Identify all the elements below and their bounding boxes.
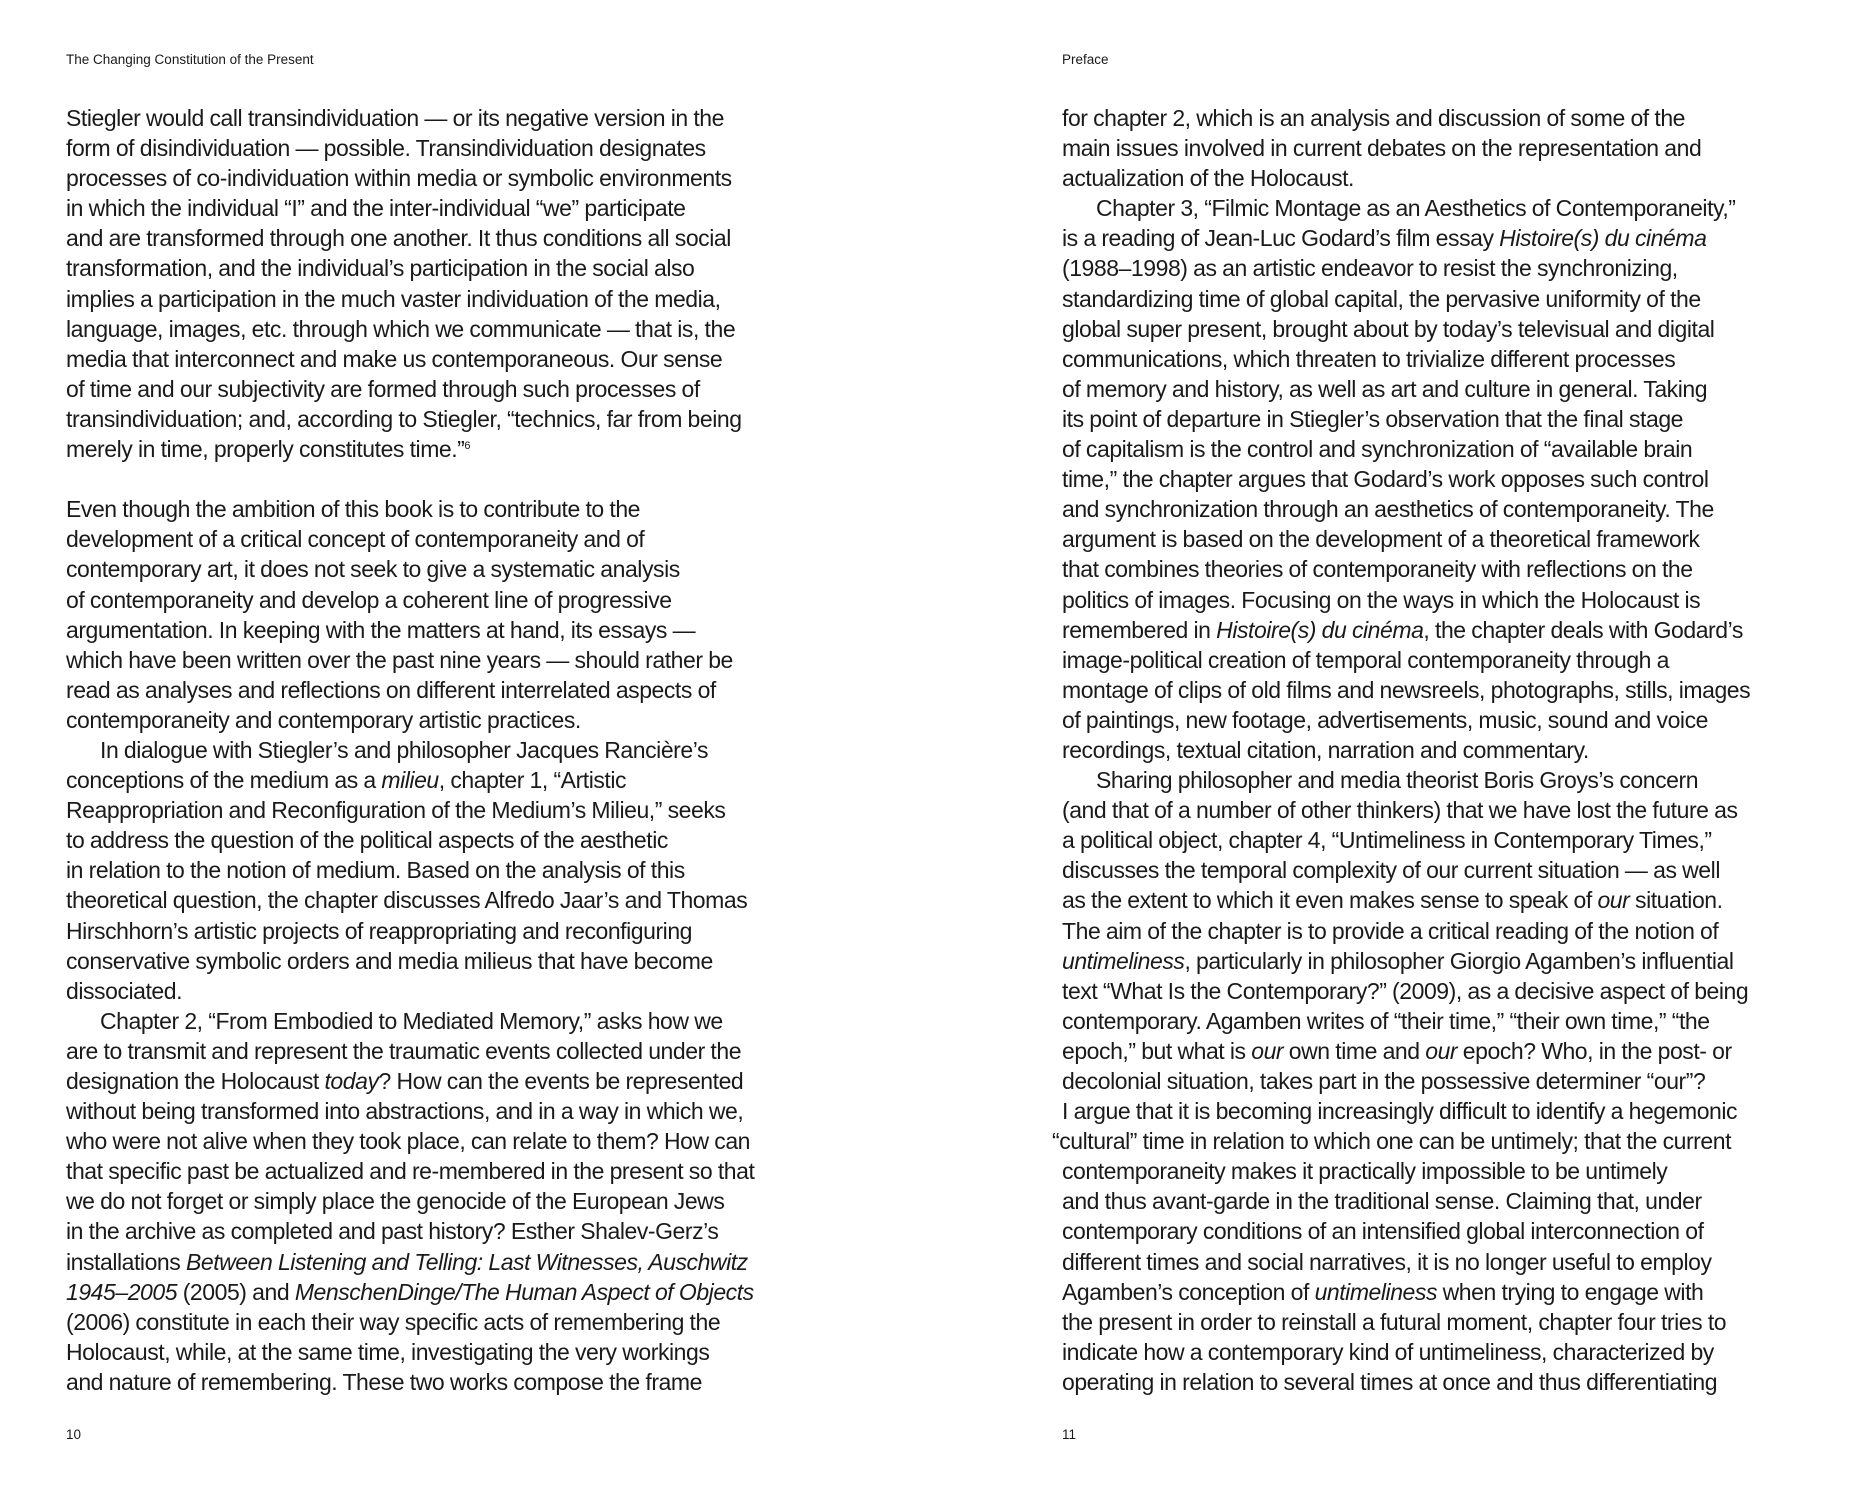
italic-text: Histoire(s) du cinéma: [1216, 616, 1424, 643]
line-text: processes of co-individuation within media or symbolic environments: [66, 165, 732, 192]
text-line: [1062, 374, 1852, 404]
line-text: transformation, and the individual’s participation in the social also: [66, 255, 695, 282]
line-text: situation.: [1629, 887, 1723, 914]
line-text: (and that of a number of other thinkers) that we have lost the future as: [1062, 797, 1738, 824]
italic-text: MenschenDinge/The Human Aspect of Objects: [294, 1278, 754, 1305]
text-line: [66, 1066, 826, 1096]
line-text: language, images, etc. through which we communicate — that is, the: [66, 315, 736, 342]
line-text: decolonial situation, takes part in the possessive determiner “our”?: [1062, 1068, 1706, 1094]
italic-text: our: [1597, 887, 1630, 914]
line-text: Chapter 2, “From Embodied to Mediated Memory,” asks how we: [100, 1007, 723, 1034]
text-line: [66, 1156, 826, 1186]
text-line: [1062, 554, 1852, 584]
text-line: [1062, 103, 1852, 133]
line-text: in the archive as completed and past history? Esther Shalev-Gerz’s: [66, 1218, 719, 1245]
line-text: for chapter 2, which is an analysis and discussion of some of the: [1062, 105, 1685, 131]
line-text: “cultural” time in relation to which one can be untimely; that the current: [1052, 1128, 1732, 1155]
line-text: as the extent to which it even makes sense to speak of: [1062, 887, 1598, 914]
text-line: [1062, 855, 1852, 885]
running-head: Preface: [1062, 52, 1109, 67]
text-line: [66, 284, 826, 314]
text-line: [1062, 1247, 1852, 1277]
text-line: [1062, 1006, 1852, 1036]
text-line: [1062, 765, 1852, 795]
line-text: recordings, textual citation, narration and commentary.: [1062, 736, 1589, 763]
line-text: politics of images. Focusing on the ways in which the Holocaust is: [1062, 586, 1701, 613]
text-line: [66, 1367, 826, 1397]
text-line: [66, 1126, 826, 1156]
text-line: [66, 374, 826, 404]
line-text: text “What Is the Contemporary?” (2009), as a decisive aspect of being: [1062, 977, 1749, 1004]
text-line: [1062, 434, 1852, 464]
italic-text: today: [324, 1068, 379, 1094]
line-text: when trying to engage with: [1437, 1278, 1704, 1305]
italic-text: untimeliness: [1062, 947, 1185, 974]
line-text: of memory and history, as well as art and culture in general. Taking: [1062, 375, 1708, 402]
right-page: [926, 0, 1852, 1500]
text-line: [1062, 615, 1852, 645]
line-text: own time and: [1283, 1037, 1426, 1064]
line-text: form of disindividuation — possible. Transindividuation designates: [66, 135, 706, 162]
line-text: (1988–1998) as an artistic endeavor to resist the synchronizing,: [1062, 255, 1678, 282]
text-line: [66, 163, 826, 193]
text-line: [1062, 253, 1852, 283]
text-line: [1062, 1096, 1852, 1126]
line-text: (2005) and: [177, 1278, 295, 1305]
italic-text: milieu: [381, 767, 439, 794]
line-text: standardizing time of global capital, the pervasive uniformity of the: [1062, 285, 1701, 312]
text-line: [66, 133, 826, 163]
line-text: image-political creation of temporal contemporaneity through a: [1062, 646, 1669, 673]
text-line: [66, 1216, 826, 1246]
running-head: The Changing Constitution of the Present: [66, 52, 314, 67]
line-text: contemporaneity and contemporary artistic practices.: [66, 706, 581, 733]
text-line: [66, 1006, 826, 1036]
line-text: argumentation. In keeping with the matters at hand, its essays —: [66, 616, 696, 643]
line-text: a political object, chapter 4, “Untimeliness in Contemporary Times,”: [1062, 827, 1712, 854]
footnote-marker: 6: [464, 440, 471, 453]
text-line: [66, 585, 826, 615]
line-text: of time and our subjectivity are formed through such processes of: [66, 375, 700, 402]
line-text: ? How can the events be represented: [378, 1068, 744, 1094]
line-text: that specific past be actualized and re-membered in the present so that: [66, 1158, 755, 1185]
line-text: contemporaneity makes it practically impossible to be untimely: [1062, 1158, 1668, 1185]
line-text: argument is based on the development of a theoretical framework: [1062, 526, 1700, 553]
text-line: [66, 946, 826, 976]
text-line: [1062, 795, 1852, 825]
line-text: read as analyses and reflections on different interrelated aspects of: [66, 676, 716, 703]
line-text: contemporary. Agamben writes of “their time,” “their own time,” “the: [1062, 1007, 1710, 1034]
line-text: that combines theories of contemporaneity with reflections on the: [1062, 556, 1693, 583]
text-line: [66, 193, 826, 223]
text-line: [1062, 1156, 1852, 1186]
text-line: [1062, 735, 1852, 765]
line-text: which have been written over the past nine years — should rather be: [66, 646, 733, 673]
page-number: 10: [66, 1427, 82, 1442]
text-line: [1062, 163, 1852, 193]
line-text: operating in relation to several times at once and thus differentiating: [1062, 1368, 1718, 1395]
line-text: media that interconnect and make us contemporaneous. Our sense: [66, 345, 723, 372]
text-line: [1062, 916, 1852, 946]
line-text: The aim of the chapter is to provide a critical reading of the notion of: [1062, 917, 1719, 944]
text-line: [1062, 223, 1852, 253]
line-text: dissociated.: [66, 977, 183, 1004]
line-text: In dialogue with Stiegler’s and philosopher Jacques Rancière’s: [100, 736, 709, 763]
text-line: [1062, 1367, 1852, 1397]
line-text: global super present, brought about by today’s televisual and digital: [1062, 315, 1715, 342]
line-text: remembered in: [1062, 616, 1217, 643]
text-line: [66, 825, 826, 855]
text-line: [1062, 314, 1852, 344]
text-line: [66, 434, 826, 464]
page-number: 11: [1062, 1427, 1077, 1442]
text-line: [1062, 524, 1852, 554]
line-text: to address the question of the political aspects of the aesthetic: [66, 827, 668, 854]
text-line: [66, 344, 826, 374]
text-line: [1062, 284, 1852, 314]
line-text: contemporary conditions of an intensified global interconnection of: [1062, 1218, 1704, 1245]
text-line: [1062, 1307, 1852, 1337]
italic-text: 1945–2005: [66, 1278, 178, 1305]
line-text: who were not alive when they took place, can relate to them? How can: [66, 1128, 751, 1155]
line-text: of capitalism is the control and synchronization of “available brain: [1062, 436, 1693, 463]
text-line: [1062, 344, 1852, 374]
line-text: epoch? Who, in the post- or: [1457, 1037, 1732, 1064]
line-text: Hirschhorn’s artistic projects of reappropriating and reconfiguring: [66, 917, 693, 944]
line-text: its point of departure in Stiegler’s observation that the final stage: [1062, 405, 1684, 432]
line-text: Holocaust, while, at the same time, investigating the very workings: [66, 1338, 710, 1365]
text-line: [66, 1277, 826, 1307]
line-text: and synchronization through an aesthetics of contemporaneity. The: [1062, 496, 1714, 523]
line-text: Sharing philosopher and media theorist Boris Groys’s concern: [1096, 767, 1699, 794]
text-line: [1062, 404, 1852, 434]
text-line: [1062, 193, 1852, 223]
line-text: and nature of remembering. These two works compose the frame: [66, 1368, 702, 1395]
text-line: [1062, 675, 1852, 705]
text-line: [66, 795, 826, 825]
text-line: [66, 253, 826, 283]
text-line: [1062, 645, 1852, 675]
body-text: [1052, 103, 1852, 1397]
line-text: , particularly in philosopher Giorgio Agamben’s influential: [1184, 947, 1734, 974]
line-text: of paintings, new footage, advertisements, music, sound and voice: [1062, 706, 1708, 733]
line-text: montage of clips of old films and newsreels, photographs, stills, images: [1062, 676, 1751, 703]
text-line: [66, 675, 826, 705]
text-line: [66, 1096, 826, 1126]
text-line: [66, 615, 826, 645]
line-text: contemporary art, it does not seek to give a systematic analysis: [66, 556, 680, 583]
text-line: [66, 494, 826, 524]
line-text: we do not forget or simply place the genocide of the European Jews: [66, 1188, 725, 1215]
text-line: [66, 464, 826, 494]
text-line: [66, 524, 826, 554]
line-text: Chapter 3, “Filmic Montage as an Aesthetics of Contemporaneity,”: [1096, 195, 1736, 222]
line-text: discusses the temporal complexity of our current situation — as well: [1062, 857, 1720, 884]
italic-text: Histoire(s) du cinéma: [1499, 225, 1707, 252]
line-text: theoretical question, the chapter discusses Alfredo Jaar’s and Thomas: [66, 887, 748, 914]
line-text: and are transformed through one another. It thus conditions all social: [66, 225, 731, 252]
text-line: [66, 885, 826, 915]
text-line: [66, 1186, 826, 1216]
text-line: [66, 314, 826, 344]
line-text: and thus avant-garde in the traditional sense. Claiming that, under: [1062, 1188, 1702, 1215]
text-line: [1062, 946, 1852, 976]
text-line: [66, 1337, 826, 1367]
line-text: I argue that it is becoming increasingly difficult to identify a hegemonic: [1062, 1098, 1738, 1125]
line-text: (2006) constitute in each their way specific acts of remembering the: [66, 1308, 721, 1335]
line-text: conceptions of the medium as a: [66, 767, 382, 794]
line-text: main issues involved in current debates on the representation and: [1062, 135, 1702, 162]
line-text: different times and social narratives, it is no longer useful to employ: [1062, 1248, 1712, 1275]
line-text: in which the individual “I” and the inter-individual “we” participate: [66, 195, 686, 222]
line-text: time,” the chapter argues that Godard’s work opposes such control: [1062, 466, 1709, 493]
text-line: [66, 855, 826, 885]
line-text: conservative symbolic orders and media milieus that have become: [66, 947, 713, 974]
text-line: [1062, 1036, 1852, 1066]
line-text: Agamben’s conception of: [1062, 1278, 1315, 1305]
line-text: , chapter 1, “Artistic: [438, 767, 627, 794]
line-text: the present in order to reinstall a futural moment, chapter four tries to: [1062, 1308, 1727, 1335]
line-text: implies a participation in the much vaster individuation of the media,: [66, 285, 721, 312]
line-text: installations: [66, 1248, 186, 1275]
italic-text: our: [1425, 1037, 1458, 1064]
italic-text: our: [1251, 1037, 1284, 1064]
text-line: [1062, 976, 1852, 1006]
line-text: epoch,” but what is: [1062, 1037, 1252, 1064]
text-line: [1062, 1216, 1852, 1246]
line-text: merely in time, properly constitutes time.”: [66, 436, 465, 463]
text-line: [66, 1247, 826, 1277]
text-line: [66, 735, 826, 765]
body-text: [66, 103, 826, 1397]
line-text: , the chapter deals with Godard’s: [1423, 616, 1743, 643]
line-text: in relation to the notion of medium. Based on the analysis of this: [66, 857, 685, 884]
italic-text: Between Listening and Telling: Last Witnesses, Auschwitz: [185, 1248, 748, 1275]
line-text: without being transformed into abstractions, and in a way in which we,: [66, 1098, 744, 1125]
line-text: indicate how a contemporary kind of untimeliness, characterized by: [1062, 1338, 1714, 1365]
line-text: of contemporaneity and develop a coherent line of progressive: [66, 586, 672, 613]
text-line: [66, 645, 826, 675]
text-line: [1062, 885, 1852, 915]
text-line: [66, 404, 826, 434]
text-line: [1062, 825, 1852, 855]
text-line: [66, 1036, 826, 1066]
text-line: [66, 705, 826, 735]
text-line: [1062, 1186, 1852, 1216]
line-text: Even though the ambition of this book is to contribute to the: [66, 496, 641, 523]
text-line: [66, 103, 826, 133]
line-text: communications, which threaten to trivialize different processes: [1062, 345, 1676, 372]
line-text: Reappropriation and Reconfiguration of the Medium’s Milieu,” seeks: [66, 797, 726, 824]
text-line: [1062, 1337, 1852, 1367]
text-line: [66, 554, 826, 584]
line-text: designation the Holocaust: [66, 1068, 325, 1094]
text-line: [1062, 705, 1852, 735]
text-line: [1062, 585, 1852, 615]
text-line: [66, 223, 826, 253]
line-text: Stiegler would call transindividuation — or its negative version in the: [66, 105, 724, 131]
text-line: [1062, 1277, 1852, 1307]
text-line: [1062, 464, 1852, 494]
text-line: [66, 1307, 826, 1337]
line-text: actualization of the Holocaust.: [1062, 165, 1355, 192]
italic-text: untimeliness: [1314, 1278, 1437, 1305]
text-line: [66, 976, 826, 1006]
line-text: transindividuation; and, according to Stiegler, “technics, far from being: [66, 405, 742, 432]
text-line: [66, 765, 826, 795]
line-text: are to transmit and represent the traumatic events collected under the: [66, 1037, 742, 1064]
line-text: development of a critical concept of contemporaneity and of: [66, 526, 645, 553]
text-line: [1062, 494, 1852, 524]
text-line: [1052, 1126, 1852, 1156]
text-line: [1062, 133, 1852, 163]
text-line: [66, 916, 826, 946]
text-line: [1062, 1066, 1852, 1096]
line-text: is a reading of Jean-Luc Godard’s film essay: [1062, 225, 1500, 252]
